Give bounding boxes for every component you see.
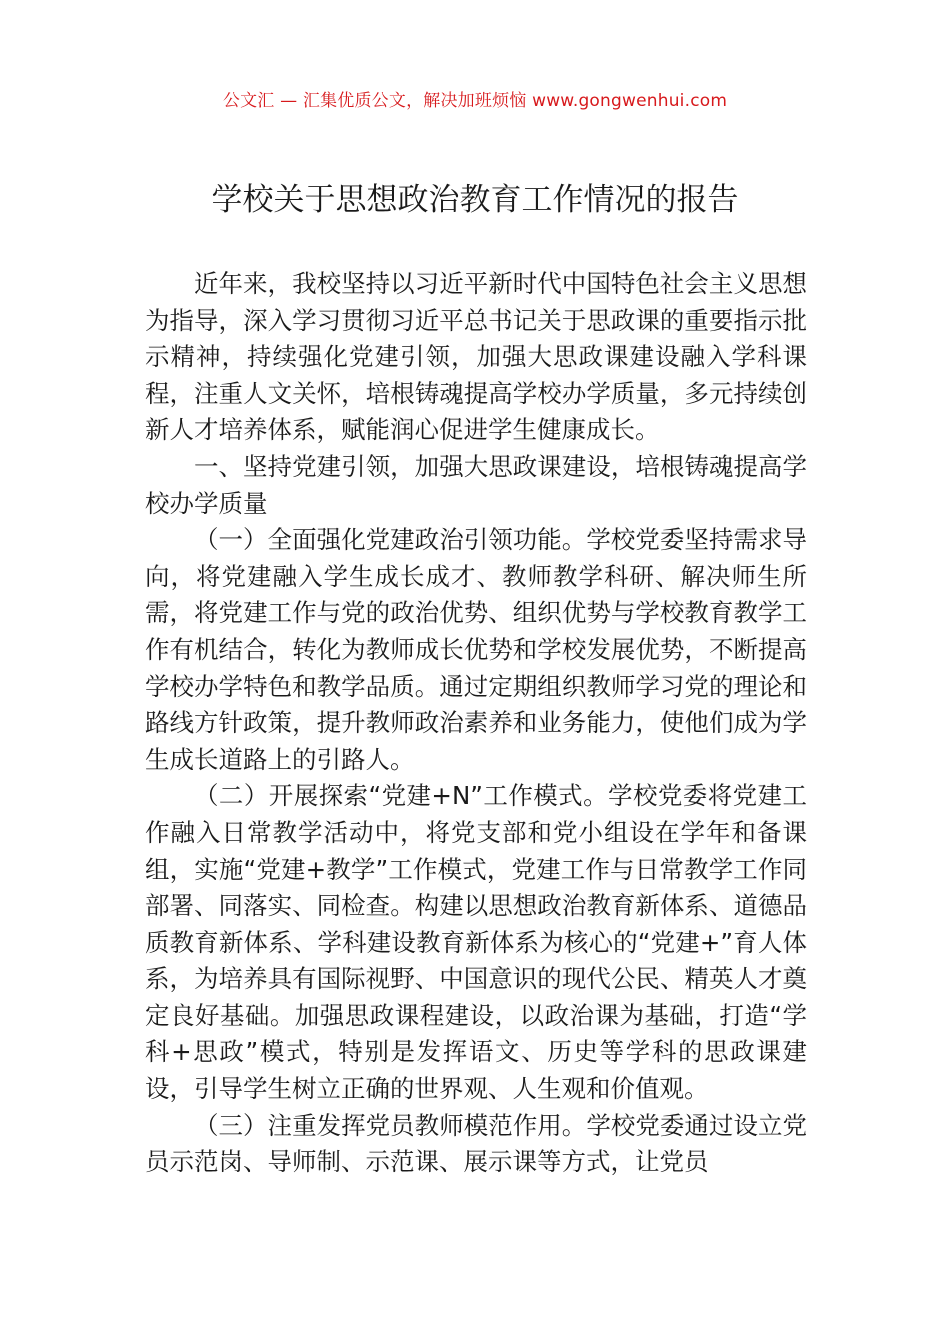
document-body [145, 266, 807, 1181]
header-watermark-note: 公文汇 — 汇集优质公文，解决加班烦恼 www.gongwenhui.com [222, 91, 728, 111]
document-title: 学校关于思想政治教育工作情况的报告 [211, 182, 739, 218]
subsection-paragraph-2: （二）开展探索“党建+N”工作模式。学校党委将党建工作融入日常教学活动中，将党支部和党小组设在学年和备课组，实施“党建+教学”工作模式，党建工作与日常教学工作同部署、同落实、同检查。构建以思想政治教育新体系、道德品质教育新体系、学科建设教育新体系为核心的“党建+”育人体系，为培养具有国际视野、中国意识的现代公民、精英人才奠定良好基础。加强思政课程建设，以政治课为基础，打造“学科+思政”模式，特别是发挥语文、历史等学科的思政课建设，引导学生树立正确的世界观、人生观和价值观。 [145, 781, 807, 1104]
intro-paragraph: 近年来，我校坚持以习近平新时代中国特色社会主义思想为指导，深入学习贯彻习近平总书记关于思政课的重要指示批示精神，持续强化党建引领，加强大思政课建设融入学科课程，注重人文关怀，培根铸魂提高学校办学质量，多元持续创新人才培养体系，赋能润心促进学生健康成长。 [145, 269, 807, 445]
section-heading-1: 一、坚持党建引领，加强大思政课建设，培根铸魂提高学校办学质量 [145, 451, 807, 518]
subsection-paragraph-1: （一）全面强化党建政治引领功能。学校党委坚持需求导向，将党建融入学生成长成才、教师教学科研、解决师生所需，将党建工作与党的政治优势、组织优势与学校教育教学工作有机结合，转化为教师成长优势和学校发展优势，不断提高学校办学特色和教学品质。通过定期组织教师学习党的理论和路线方针政策，提升教师政治素养和业务能力，使他们成为学生成长道路上的引路人。 [145, 525, 807, 774]
subsection-paragraph-3: （三）注重发挥党员教师模范作用。学校党委通过设立党员示范岗、导师制、示范课、展示课等方式，让党员 [145, 1110, 807, 1177]
